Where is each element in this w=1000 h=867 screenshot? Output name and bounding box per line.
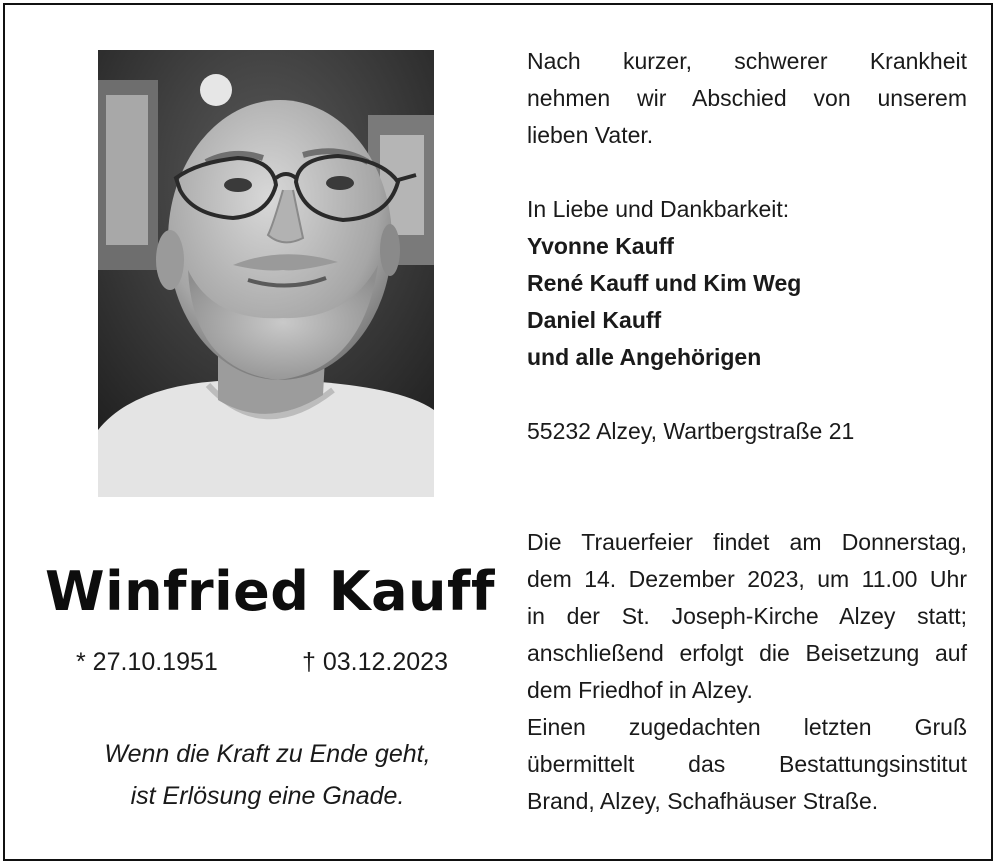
memorial-quote <box>40 733 495 817</box>
portrait-image <box>98 50 434 497</box>
portrait-photo <box>98 50 434 497</box>
mourner-name: und alle Angehörigen <box>527 344 762 370</box>
ceremony-line: dem 14. Dezember 2023, um 11.00 Uhr <box>527 566 967 592</box>
mourner-name: Daniel Kauff <box>527 307 662 333</box>
obituary-text <box>527 43 967 820</box>
greeting-line: Brand, Alzey, Schafhäuser Straße. <box>527 788 879 814</box>
mourner-name: Yvonne Kauff <box>527 233 674 259</box>
death-date: † 03.12.2023 <box>302 648 448 676</box>
quote-line-2: ist Erlösung eine Gnade. <box>130 782 405 810</box>
address: 55232 Alzey, Wartbergstraße 21 <box>527 418 855 444</box>
spacer <box>527 154 967 191</box>
spacer <box>527 376 967 413</box>
mourner-name: René Kauff und Kim Weg <box>527 270 802 296</box>
ceremony-line: anschließend erfolgt die Beisetzung auf <box>527 640 967 666</box>
birth-date: * 27.10.1951 <box>76 648 218 676</box>
mourners-heading: In Liebe und Dankbarkeit: <box>527 196 790 222</box>
deceased-name: Winfried Kauff <box>45 560 495 623</box>
intro-line-3: lieben Vater. <box>527 122 654 148</box>
greeting-line: Einen zugedachten letzten Gruß <box>527 714 967 740</box>
intro-line-1: Nach kurzer, schwerer Krankheit <box>527 48 967 74</box>
ceremony-line: dem Friedhof in Alzey. <box>527 677 753 703</box>
spacer <box>527 450 967 487</box>
greeting-line: übermittelt das Bestattungsinstitut <box>527 751 967 777</box>
ceremony-line: in der St. Joseph-Kirche Alzey statt; <box>527 603 967 629</box>
quote-line-1: Wenn die Kraft zu Ende geht, <box>104 740 431 768</box>
intro-line-2: nehmen wir Abschied von unserem <box>527 85 967 111</box>
ceremony-line: Die Trauerfeier findet am Donnerstag, <box>527 529 967 555</box>
spacer <box>527 487 967 524</box>
